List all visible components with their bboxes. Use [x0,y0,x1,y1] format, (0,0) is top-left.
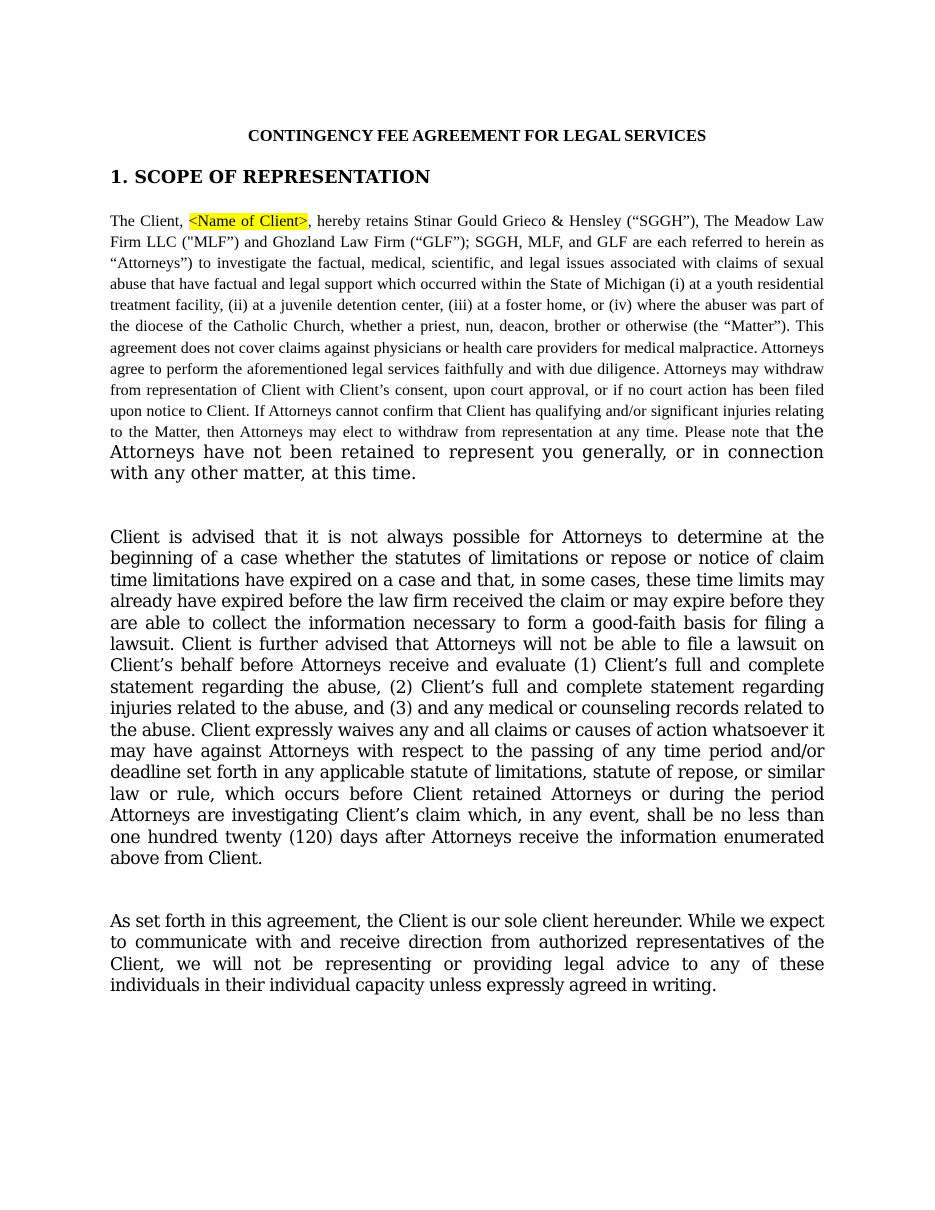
section-heading-scope: 1. SCOPE OF REPRESENTATION [110,168,431,188]
paragraph-scope-retention [110,211,824,485]
paragraph-body: , hereby retains Stinar Gould Grieco & Hensley (“SGGH”), The Meadow Law Firm LLC ("MLF”) and Ghozland Law Firm (“GLF”); SGGH, MLF, and GLF are each referred to herein as “Attorneys”) to investigate the factual, medical, scientific, and legal issues associated with claims of sexual abuse that have factual and legal support which occurred within the State of Michigan (i) at a youth residential treatment facility, (ii) at a juvenile detention center, (iii) at a foster home, or (iv) where the abuser was part of the diocese of the Catholic Church, whether a priest, nun, deacon, brother or otherwise (the “Matter”). This agreement does not cover claims against physicians or health care providers for medical malpractice. Attorneys agree to perform the aforementioned legal services faithfully and with due diligence. Attorneys may withdraw from representation of Client with Client’s consent, upon court approval, or if no court action has been filed upon notice to Client. If Attorneys cannot confirm that Client has qualifying and/or significant injuries relating to the Matter, then Attorneys may elect to withdraw from representation at any time. Please note that [110,213,824,441]
paragraph-lead: The Client, [110,213,189,230]
document-title: CONTINGENCY FEE AGREEMENT FOR LEGAL SERVICES [247,126,707,145]
paragraph-sole-client: As set forth in this agreement, the Client is our sole client hereunder. While we expect to communicate with and receive direction from authorized representatives of the Client, we will not be representing or providing legal advice to any of these individuals in their individual capacity unless expressly agreed in writing. [110,912,824,997]
paragraph-statute-limitations: Client is advised that it is not always possible for Attorneys to determine at the beginning of a case whether the statutes of limitations or repose or notice of claim time limitations have expired on a case and that, in some cases, these time limits may already have expired before the law firm received the claim or may expire before they are able to collect the information necessary to form a good-faith basis for filing a lawsuit. Client is further advised that Attorneys will not be able to file a lawsuit on Client’s behalf before Attorneys receive and evaluate (1) Client’s full and complete statement regarding the abuse, (2) Client’s full and complete statement regarding injuries related to the abuse, and (3) and any medical or counseling records related to the abuse. Client expressly waives any and all claims or causes of action whatsoever it may have against Attorneys with respect to the passing of any time period and/or deadline set forth in any applicable statute of limitations, statute of repose, or similar law or rule, which occurs before Client retained Attorneys or during the period Attorneys are investigating Client’s claim which, in any event, shall be no less than one hundred twenty (120) days after Attorneys receive the information enumerated above from Client. [110,528,824,870]
paragraph-tail: the Attorneys have not been retained to represent you generally, or in connection with any other matter, at this time. [110,421,824,485]
client-name-placeholder[interactable]: <Name of Client> [188,213,308,230]
